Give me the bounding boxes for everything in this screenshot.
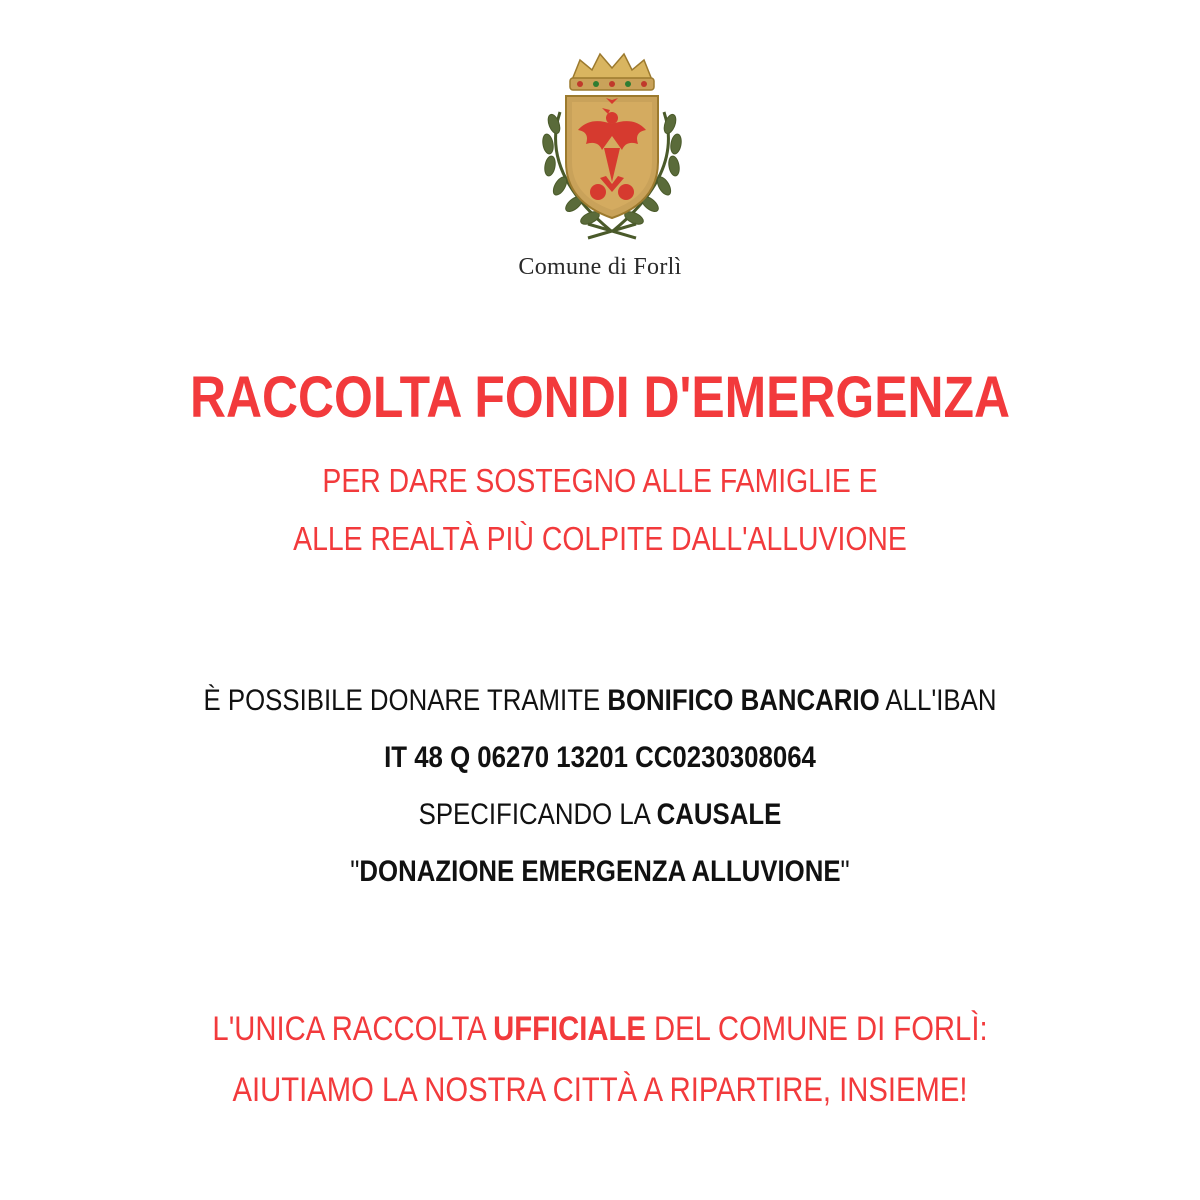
- iban-line: [84, 729, 1116, 786]
- closing-line-1-prefix: L'UNICA RACCOLTA: [212, 1010, 494, 1048]
- official-label: UFFICIALE: [493, 1010, 646, 1048]
- iban-value: IT 48 Q 06270 13201 CC0230308064: [384, 741, 816, 774]
- causale-open-quote: ": [350, 855, 360, 888]
- causale-close-quote: ": [840, 855, 850, 888]
- donation-method-suffix: ALL'IBAN: [879, 684, 997, 717]
- closing-message: [84, 999, 1116, 1121]
- donation-info: [84, 672, 1116, 900]
- subtitle: [84, 452, 1116, 568]
- page-title: RACCOLTA FONDI D'EMERGENZA: [189, 365, 1011, 430]
- causale-value: DONAZIONE EMERGENZA ALLUVIONE: [359, 855, 841, 888]
- causale-line: [84, 843, 1116, 900]
- subtitle-line-2: ALLE REALTÀ PIÙ COLPITE DALL'ALLUVIONE: [293, 520, 907, 557]
- causale-intro-line: [84, 786, 1116, 843]
- coat-of-arms-eagle-icon: [530, 52, 694, 242]
- comune-name-label: Comune di Forlì: [518, 254, 682, 280]
- crown-icon: [570, 54, 654, 90]
- causale-intro-prefix: SPECIFICANDO LA: [418, 798, 657, 831]
- donation-method-prefix: È POSSIBILE DONARE TRAMITE: [203, 684, 608, 717]
- closing-line-1-suffix: DEL COMUNE DI FORLÌ:: [645, 1010, 988, 1048]
- donation-method-line: [84, 672, 1116, 729]
- causale-label: CAUSALE: [656, 798, 782, 831]
- bank-transfer-label: BONIFICO BANCARIO: [607, 684, 880, 717]
- subtitle-line-1: PER DARE SOSTEGNO ALLE FAMIGLIE E: [322, 462, 878, 499]
- closing-line-1: [84, 999, 1116, 1060]
- closing-line-2: AIUTIAMO LA NOSTRA CITTÀ A RIPARTIRE, INSIEME!: [232, 1071, 968, 1109]
- comune-coat-of-arms-logo: [530, 52, 694, 242]
